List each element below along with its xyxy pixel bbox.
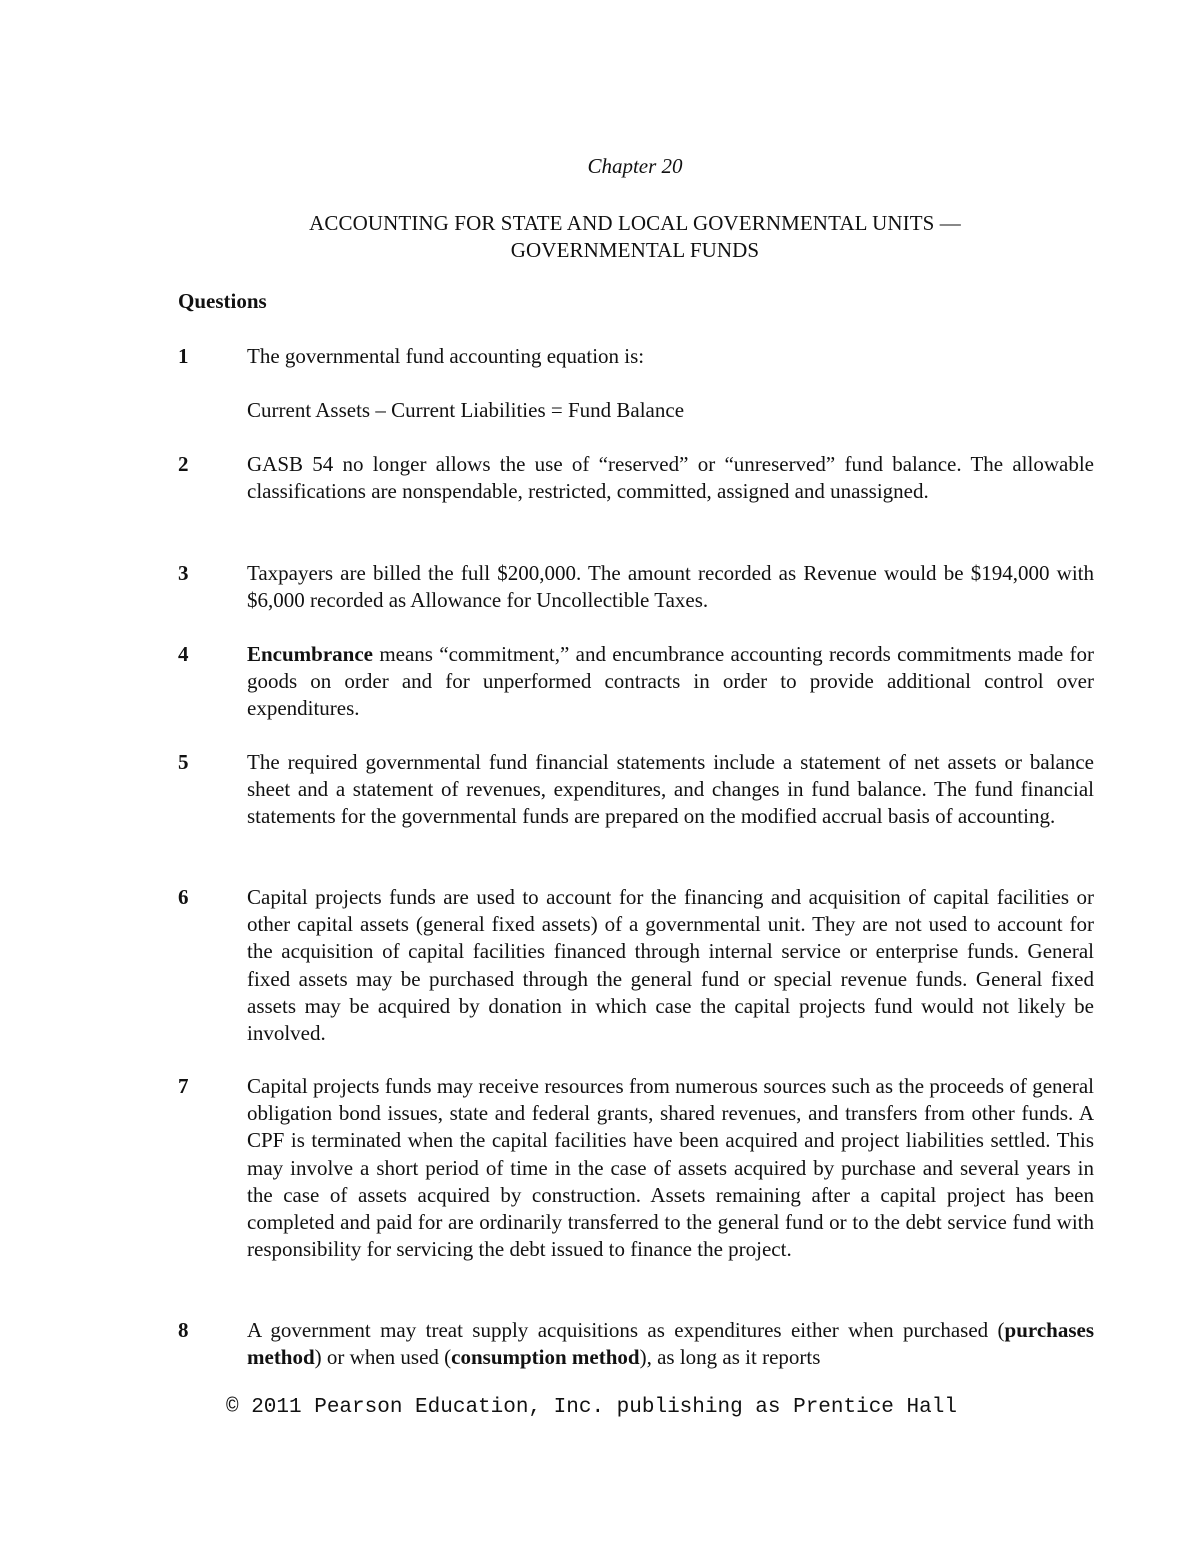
question-text	[247, 1317, 1094, 1371]
term-consumption-method: consumption method	[451, 1345, 640, 1370]
question-body	[247, 1073, 1094, 1263]
question-text	[247, 641, 1094, 723]
term-purchases-method: purchases method	[247, 1318, 1094, 1370]
question-body	[247, 451, 1094, 505]
text-segment: A government may treat supply acquisitions as expenditures either when purchased (	[247, 1318, 1005, 1342]
question-1	[178, 343, 1094, 424]
question-number: 5	[178, 750, 189, 774]
question-number: 7	[178, 1074, 189, 1098]
question-body	[247, 560, 1094, 614]
equation-text: Current Assets – Current Liabilities = Fund Balance	[247, 398, 685, 423]
question-number: 4	[178, 642, 189, 666]
question-text: Taxpayers are billed the full $200,000. The amount recorded as Revenue would be $194,000 with $6,000 recorded as Allowance for Uncollectible Taxes.	[247, 561, 1094, 613]
question-body	[247, 641, 1094, 723]
question-2	[178, 451, 1094, 505]
question-body	[247, 749, 1094, 831]
text-segment: ) or when used (	[314, 1345, 452, 1370]
chapter-title-line-1: ACCOUNTING FOR STATE AND LOCAL GOVERNMENTAL UNITS —	[309, 211, 961, 235]
question-text: Capital projects funds may receive resources from numerous sources such as the proceeds of general obligation bond issues, state and federal grants, shared revenues, and transfers from other funds. A CPF is terminated when the capital facilities have been acquired and project liabilities settled. This may involve a short period of time in the case of assets acquired by purchase and several years in the case of assets acquired by construction. Assets remaining after a capital project has been completed and paid for are ordinarily transferred to the general fund or to the debt service fund with responsibility for servicing the debt issued to finance the project.	[247, 1074, 1094, 1262]
question-number: 8	[178, 1318, 189, 1342]
question-5	[178, 749, 1094, 831]
question-6	[178, 884, 1094, 1047]
question-4	[178, 641, 1094, 723]
term-encumbrance: Encumbrance	[247, 642, 373, 666]
question-body	[247, 1317, 1094, 1371]
question-text: The required governmental fund financial statements include a statement of net assets or balance sheet and a statement of revenues, expenditures, and changes in fund balance. The fund financial statements for the governmental funds are prepared on the modified accrual basis of accounting.	[247, 750, 1094, 829]
copyright-footer: © 2011 Pearson Education, Inc. publishing as Prentice Hall	[226, 1396, 957, 1419]
chapter-title-line-2: GOVERNMENTAL FUNDS	[510, 238, 760, 262]
question-number: 2	[178, 452, 189, 476]
text-segment: ), as long as it reports	[639, 1345, 821, 1370]
question-7	[178, 1073, 1094, 1263]
chapter-label: Chapter 20	[587, 154, 683, 178]
question-number: 1	[178, 344, 189, 368]
question-body	[247, 884, 1094, 1047]
question-body	[247, 343, 1094, 424]
chapter-title	[0, 210, 1200, 264]
question-text: Capital projects funds are used to account for the financing and acquisition of capital facilities or other capital assets (general fixed assets) of a governmental unit. They are not used to account for the acquisition of capital facilities financed through internal service or enterprise funds. General fixed assets may be purchased through the general fund or special revenue funds. General fixed assets may be acquired by donation in which case the capital projects fund would not likely be involved.	[247, 885, 1094, 1046]
question-number: 3	[178, 561, 189, 585]
term-definition: means “commitment,” and encumbrance accounting records commitments made for goods on order and for unperformed contracts in order to provide additional control over expenditures.	[247, 642, 1094, 721]
question-number: 6	[178, 885, 189, 909]
question-8	[178, 1317, 1094, 1371]
question-3	[178, 560, 1094, 614]
section-heading: Questions	[178, 289, 267, 313]
question-text: GASB 54 no longer allows the use of “reserved” or “unreserved” fund balance. The allowable classifications are nonspendable, restricted, committed, assigned and unassigned.	[247, 452, 1094, 504]
question-text: The governmental fund accounting equation is:	[247, 344, 645, 368]
